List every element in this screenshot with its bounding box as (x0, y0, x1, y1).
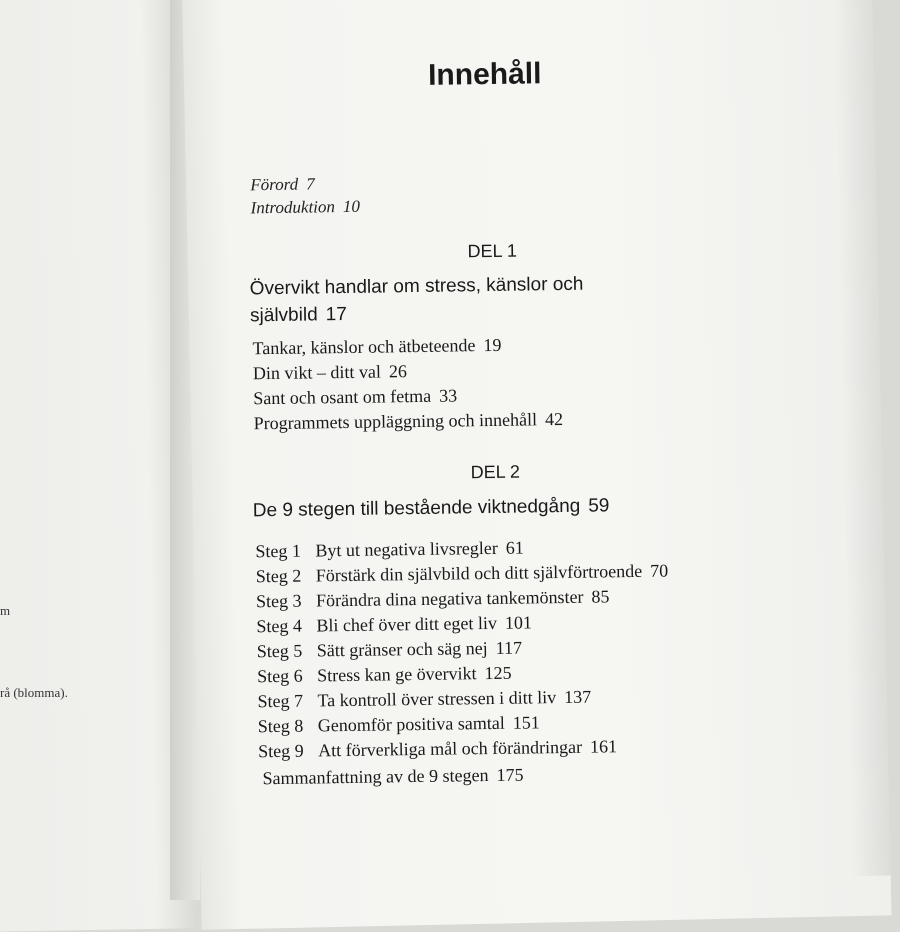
part-chapter-title (250, 269, 671, 329)
entry-page: 33 (439, 385, 458, 406)
toc-step-entry (257, 663, 512, 688)
entry-page: 17 (325, 303, 347, 326)
toc-step-entry (255, 538, 524, 563)
entry-label: Att förverkliga mål och förändringar (318, 736, 583, 761)
entry-page: 7 (305, 174, 315, 194)
toc-entry-forord (250, 174, 315, 195)
entry-page: 85 (591, 586, 610, 607)
toc-entry-introduktion (250, 197, 360, 219)
entry-label: Tankar, känslor och ätbeteende (252, 335, 476, 359)
entry-page: 26 (388, 361, 408, 382)
entry-label: Programmets uppläggning och innehåll (253, 409, 538, 434)
entry-page: 151 (512, 712, 540, 733)
entry-page: 175 (496, 764, 524, 785)
entry-label: Förändra dina negativa tankemönster (315, 586, 584, 611)
entry-page: 10 (342, 196, 361, 217)
entry-label: Sätt gränser och säg nej (316, 638, 488, 661)
left-page-fragment: rå (blomma). (0, 685, 68, 700)
toc-summary-entry (262, 765, 523, 790)
step-number: Steg 7 (257, 690, 304, 712)
step-number: Steg 4 (256, 615, 303, 637)
toc-step-entry (258, 736, 617, 762)
toc-step-entry (256, 561, 669, 588)
toc-step-entry (257, 638, 523, 663)
step-number: Steg 2 (255, 565, 302, 587)
step-number: Steg 6 (256, 665, 303, 687)
page-title: Innehåll (427, 57, 542, 92)
entry-page: 19 (483, 334, 502, 356)
entry-label: Byt ut negativa livsregler (315, 537, 498, 561)
part-chapter-title (253, 491, 733, 525)
toc-step-entry (256, 586, 610, 612)
entry-page: 137 (564, 686, 592, 707)
toc-entry (253, 409, 563, 434)
entry-page: 161 (589, 736, 618, 757)
part-heading: DEL 1 (467, 240, 518, 262)
entry-page: 59 (588, 495, 610, 517)
entry-label: Förord (250, 174, 299, 195)
toc-entry (252, 335, 501, 359)
step-number: Steg 8 (257, 715, 304, 737)
step-number: Steg 3 (255, 590, 302, 612)
step-number: Steg 9 (258, 740, 304, 762)
chapter-line: Övervikt handlar om stress, känslor och (249, 273, 584, 300)
part-heading: DEL 2 (470, 461, 521, 483)
step-number: Steg 1 (255, 540, 302, 562)
entry-label: Förstärk din självbild och ditt självförtroende (315, 560, 643, 586)
entry-label: Introduktion (250, 197, 336, 218)
toc-entry (253, 361, 407, 384)
chapter-line: självbild (249, 304, 318, 327)
entry-page: 61 (505, 537, 524, 558)
entry-label: Din vikt – ditt val (252, 361, 382, 384)
entry-label: Sant och osant om fetma (253, 385, 432, 409)
entry-label: Ta kontroll över stressen i ditt liv (317, 687, 557, 711)
toc-step-entry (256, 612, 532, 637)
toc-step-entry (257, 687, 591, 713)
step-number: Steg 5 (256, 640, 303, 662)
toc-step-entry (258, 712, 540, 737)
toc-entry (253, 385, 457, 409)
chapter-line: De 9 stegen till bestående viktnedgång (252, 495, 581, 522)
entry-label: Stress kan ge övervikt (316, 663, 477, 686)
entry-page: 117 (495, 637, 523, 658)
entry-page: 101 (504, 612, 533, 633)
entry-page: 70 (650, 560, 669, 581)
entry-page: 42 (544, 408, 564, 430)
entry-page: 125 (484, 662, 512, 684)
entry-label: Sammanfattning av de 9 stegen (262, 765, 489, 789)
left-page-fragment: m (0, 603, 11, 618)
entry-label: Bli chef över ditt eget liv (316, 612, 498, 636)
entry-label: Genomför positiva samtal (317, 712, 505, 736)
